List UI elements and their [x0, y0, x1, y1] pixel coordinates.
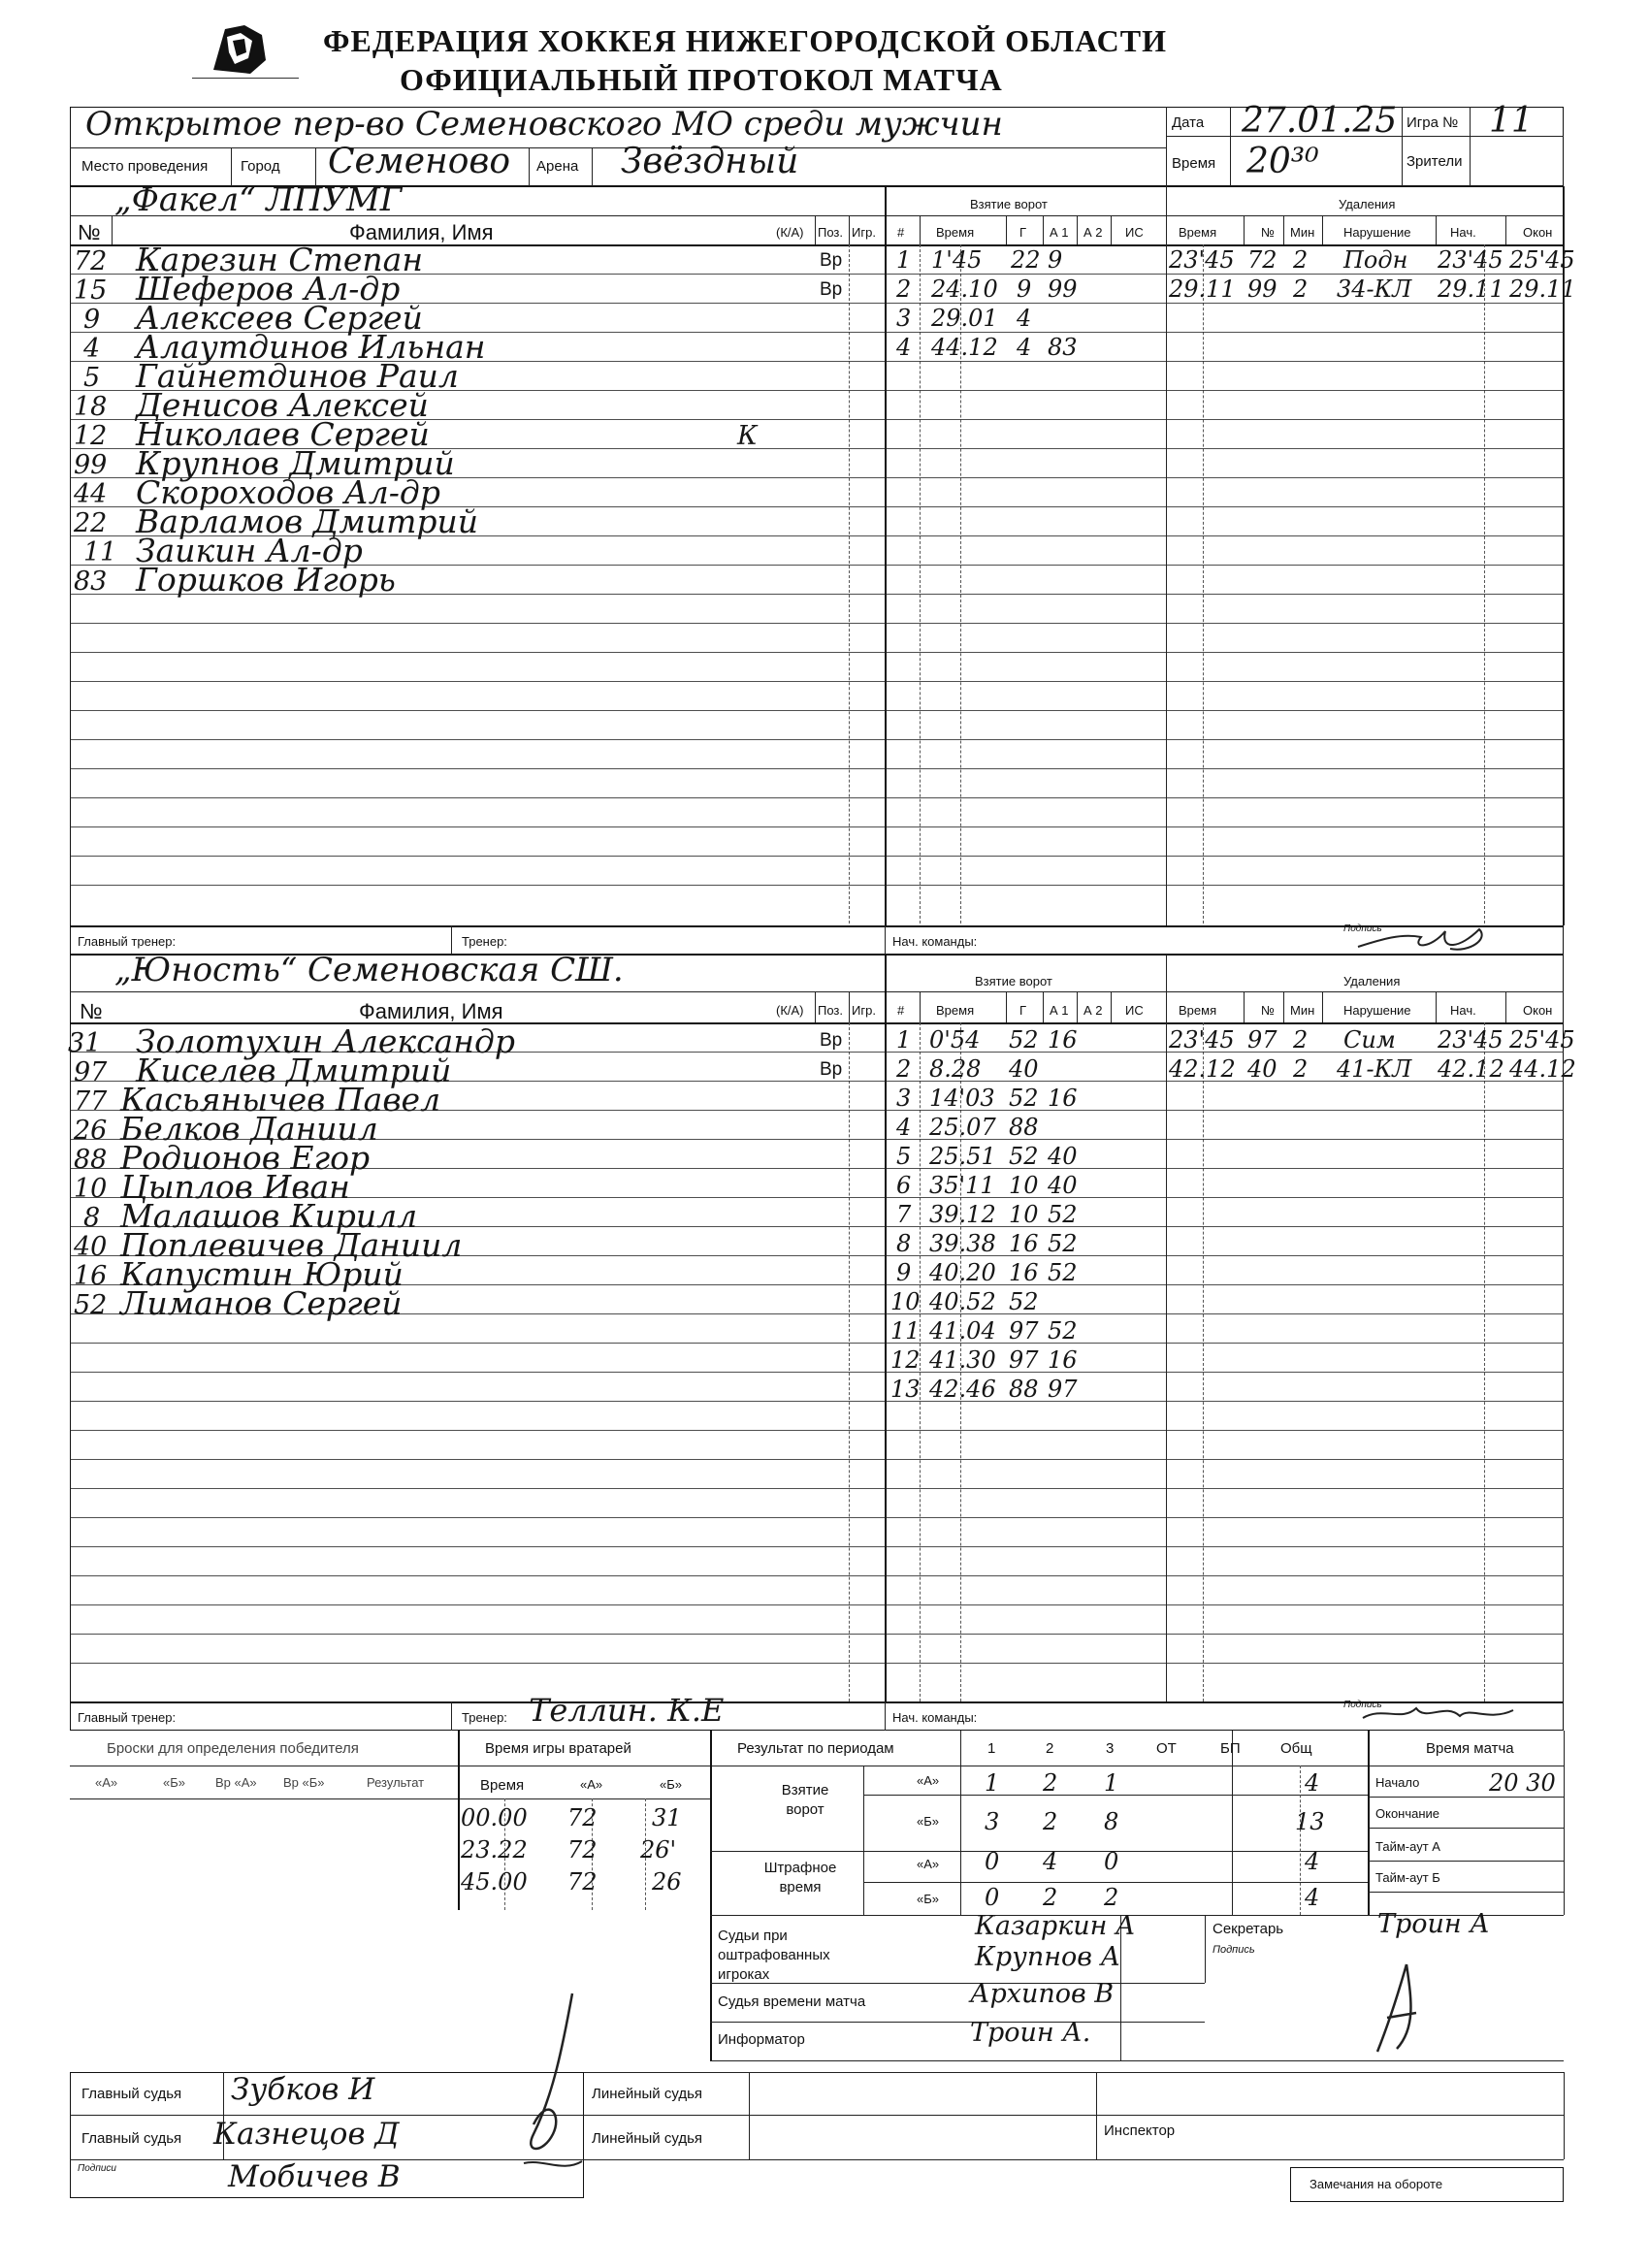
- cell-text: 4: [1305, 1884, 1320, 1911]
- period-ot-label: ОТ: [1156, 1740, 1177, 1757]
- col-name-b: Фамилия, Имя: [359, 999, 503, 1023]
- cell-text: 1'45: [931, 246, 983, 274]
- col-goal-a2-b: А 2: [1083, 1003, 1103, 1018]
- cell-text: 0: [985, 1884, 1000, 1911]
- linesman-2-label: Линейный судья: [592, 2130, 703, 2147]
- cell-text: Вр: [820, 250, 843, 271]
- cell-text: Касьянычев Павел: [120, 1081, 441, 1118]
- end-label: Окончание: [1375, 1806, 1440, 1821]
- cell-text: 9: [83, 305, 101, 335]
- signatures-label: Подписи: [78, 2163, 116, 2174]
- cell-text: Белков Даниил: [120, 1110, 378, 1148]
- referee-1-name: Зубков И: [231, 2072, 375, 2107]
- timeout-b-label: Тайм-аут Б: [1375, 1870, 1440, 1885]
- match-start: 20 30: [1489, 1769, 1556, 1797]
- game-number: 11: [1489, 101, 1534, 141]
- cell-text: 0'54: [929, 1026, 981, 1053]
- cell-text: 42.12: [1438, 1055, 1504, 1083]
- referee-signature-icon: [504, 1989, 592, 2183]
- col-pen-time-a: Время: [1179, 225, 1217, 240]
- cell-text: 34-КЛ: [1337, 275, 1412, 303]
- col-games-a: Игр.: [852, 225, 876, 240]
- cell-text: 3: [896, 305, 912, 332]
- cell-text: 40.20: [929, 1259, 996, 1286]
- cell-text: 0: [985, 1848, 1000, 1875]
- signature-name: Мобичев В: [228, 2159, 401, 2194]
- cell-text: 26': [640, 1836, 677, 1863]
- coach-label-a: Тренер:: [462, 934, 507, 949]
- col-games-b: Игр.: [852, 1003, 876, 1018]
- timeout-a-label: Тайм-аут А: [1375, 1839, 1440, 1854]
- referee-2-name: Казнецов Д: [213, 2117, 400, 2152]
- cell-text: 77: [74, 1086, 108, 1117]
- secretary-signature-icon: [1368, 1960, 1436, 2057]
- team-b-signature-icon: [1358, 1693, 1523, 1732]
- goalies-title: Время игры вратарей: [485, 1740, 631, 1757]
- linesman-1-label: Линейный судья: [592, 2086, 703, 2102]
- federation-logo-icon: [206, 21, 274, 78]
- cell-text: 9: [1017, 275, 1032, 303]
- cell-text: 42.12: [1169, 1055, 1236, 1083]
- cell-text: 2: [1293, 1026, 1309, 1053]
- cell-text: 2: [1043, 1884, 1058, 1911]
- col-goal-time-b: Время: [936, 1003, 975, 1018]
- col-goal-g-a: Г: [1019, 225, 1027, 240]
- cell-text: Заикин Ал-др: [136, 532, 363, 569]
- cell-text: 52: [1009, 1143, 1039, 1170]
- shootout-col-vr-a: Вр «А»: [215, 1775, 257, 1790]
- penbox-judge-1: Казаркин А: [975, 1911, 1136, 1941]
- arena: Звёздный: [621, 142, 799, 181]
- captain-label-a: Нач. команды:: [892, 934, 978, 949]
- city-label: Город: [241, 158, 280, 175]
- col-pen-time-b: Время: [1179, 1003, 1217, 1018]
- col-ka-a: (К/А): [776, 225, 804, 240]
- team-b-coach: Теллин. К.Е: [529, 1692, 725, 1729]
- date-label: Дата: [1172, 114, 1205, 131]
- penbox-judge-2: Крупнов А: [975, 1942, 1121, 1972]
- periods-pen-team-b-label: «Б»: [917, 1892, 939, 1906]
- cell-text: 12: [890, 1346, 921, 1374]
- cell-text: 25'45: [1509, 1026, 1575, 1053]
- cell-text: 10: [890, 1288, 921, 1315]
- start-label: Начало: [1375, 1775, 1420, 1790]
- cell-text: 88: [1009, 1376, 1039, 1403]
- cell-text: 10: [1009, 1172, 1039, 1199]
- cell-text: Капустин Юрий: [120, 1255, 404, 1293]
- cell-text: 40: [1048, 1143, 1078, 1170]
- col-ka-b: (К/А): [776, 1003, 804, 1018]
- goalies-col-a: «А»: [580, 1777, 603, 1792]
- cell-text: Сим: [1343, 1026, 1396, 1053]
- period-2-label: 2: [1046, 1740, 1054, 1757]
- cell-text: 52: [1048, 1259, 1078, 1286]
- cell-text: 44.12: [931, 334, 998, 361]
- cell-text: 88: [74, 1145, 108, 1175]
- col-pos-a: Поз.: [818, 225, 843, 240]
- cell-text: 4: [1017, 334, 1032, 361]
- timekeeper-name: Архипов В: [970, 1979, 1115, 2009]
- cell-text: Денисов Алексей: [136, 386, 429, 424]
- cell-text: 11: [83, 537, 117, 567]
- cell-text: Вр: [820, 1030, 843, 1051]
- cell-text: 2: [1043, 1769, 1058, 1797]
- cell-text: 97: [74, 1057, 108, 1087]
- cell-text: 8: [1104, 1808, 1119, 1835]
- cell-text: 2: [1293, 1055, 1309, 1083]
- cell-text: Скороходов Ал-др: [136, 473, 440, 511]
- cell-text: Золотухин Александр: [136, 1022, 516, 1060]
- team-b-name: „Юность“ Семеновская СШ.: [114, 951, 624, 989]
- cell-text: 16: [1048, 1026, 1078, 1053]
- cell-text: 5: [83, 363, 101, 393]
- cell-text: 6: [896, 1172, 912, 1199]
- team-a-signature-icon: [1353, 920, 1499, 958]
- cell-text: 2: [1104, 1884, 1119, 1911]
- secretary-sign-label: Подпись: [1212, 1944, 1255, 1956]
- cell-text: 72: [567, 1868, 598, 1895]
- cell-text: 1: [1104, 1769, 1119, 1797]
- spectators-label: Зрители: [1406, 153, 1463, 170]
- cell-text: 16: [1048, 1346, 1078, 1374]
- period-total-label: Общ: [1280, 1740, 1312, 1757]
- cell-text: 10: [1009, 1201, 1039, 1228]
- match-date: 27.01.25: [1242, 101, 1398, 141]
- col-pen-viol-a: Нарушение: [1343, 225, 1411, 240]
- timekeeper-label: Судья времени матча: [718, 1993, 866, 2010]
- cell-text: 40: [74, 1232, 108, 1262]
- venue-label: Место проведения: [81, 158, 209, 175]
- cell-text: 9: [1048, 246, 1063, 274]
- captain-label-b: Нач. команды:: [892, 1710, 978, 1725]
- col-goal-time-a: Время: [936, 225, 975, 240]
- cell-text: 41-КЛ: [1337, 1055, 1412, 1083]
- cell-text: 25'45: [1509, 246, 1575, 274]
- cell-text: 2: [1293, 275, 1309, 303]
- cell-text: 0: [1104, 1848, 1119, 1875]
- cell-text: Карезин Степан: [136, 241, 424, 278]
- cell-text: 99: [1247, 275, 1277, 303]
- cell-text: 1: [896, 246, 912, 274]
- cell-text: 4: [1043, 1848, 1058, 1875]
- cell-text: Николаев Сергей: [136, 415, 430, 453]
- col-goal-a1-a: А 1: [1050, 225, 1069, 240]
- cell-text: 41.04: [929, 1317, 996, 1345]
- cell-text: 44: [74, 479, 108, 509]
- cell-text: 23'45: [1438, 1026, 1504, 1053]
- col-goal-a2-a: А 2: [1083, 225, 1103, 240]
- cell-text: 11: [890, 1317, 921, 1345]
- cell-text: Вр: [820, 279, 843, 300]
- federation-title: ФЕДЕРАЦИЯ ХОККЕЯ НИЖЕГОРОДСКОЙ ОБЛАСТИ: [323, 23, 1168, 58]
- captain-mark: К: [737, 421, 758, 451]
- cell-text: 16: [74, 1261, 108, 1291]
- cell-text: 10: [74, 1174, 108, 1204]
- cell-text: 45.00: [461, 1868, 528, 1895]
- cell-text: 25.51: [929, 1143, 996, 1170]
- cell-text: 31: [652, 1804, 682, 1831]
- cell-text: 52: [1009, 1026, 1039, 1053]
- cell-text: Малашов Кирилл: [120, 1197, 418, 1235]
- cell-text: 2: [1043, 1808, 1058, 1835]
- cell-text: Лиманов Сергей: [120, 1284, 403, 1322]
- col-pen-no-a: №: [1261, 225, 1275, 240]
- cell-text: Крупнов Дмитрий: [136, 444, 455, 482]
- cell-text: Алексеев Сергей: [136, 299, 423, 337]
- cell-text: 18: [74, 392, 108, 422]
- cell-text: 97: [1009, 1346, 1039, 1374]
- cell-text: 40: [1048, 1172, 1078, 1199]
- referee-2-label: Главный судья: [81, 2130, 182, 2147]
- shootout-col-a: «А»: [95, 1775, 118, 1790]
- cell-text: Варламов Дмитрий: [136, 502, 479, 540]
- cell-text: 23'45: [1438, 246, 1504, 274]
- goalies-time-label: Время: [480, 1777, 525, 1794]
- cell-text: 31: [68, 1028, 102, 1058]
- col-goal-num-b: #: [897, 1003, 905, 1018]
- cell-text: 16: [1009, 1259, 1039, 1286]
- cell-text: 39.12: [929, 1201, 996, 1228]
- cell-text: 88: [1009, 1114, 1039, 1141]
- cell-text: 26: [74, 1116, 108, 1146]
- period-1-label: 1: [987, 1740, 996, 1757]
- cell-text: 39.38: [929, 1230, 996, 1257]
- tournament-name: Открытое пер-во Семеновского МО среди мужчин: [85, 105, 1003, 144]
- cell-text: 25.07: [929, 1114, 996, 1141]
- cell-text: 2: [896, 275, 912, 303]
- shootout-title: Броски для определения победителя: [107, 1740, 359, 1757]
- secretary-name: Троин А: [1377, 1909, 1490, 1939]
- cell-text: 22: [74, 508, 108, 538]
- protocol-title: ОФИЦИАЛЬНЫЙ ПРОТОКОЛ МАТЧА: [400, 62, 1003, 97]
- cell-text: 99: [1048, 275, 1078, 303]
- cell-text: 97: [1247, 1026, 1277, 1053]
- cell-text: 52: [1009, 1288, 1039, 1315]
- cell-text: 29.11: [1509, 275, 1576, 303]
- cell-text: Шеферов Ал-др: [136, 270, 401, 308]
- cell-text: 97: [1009, 1317, 1039, 1345]
- cell-text: 29.01: [931, 305, 998, 332]
- inspector-label: Инспектор: [1104, 2122, 1176, 2139]
- col-pen-start-a: Нач.: [1450, 225, 1476, 240]
- shootout-col-vr-b: Вр «Б»: [283, 1775, 325, 1790]
- penalty-row-label: Штрафное время: [763, 1860, 837, 1895]
- cell-text: 72: [1247, 246, 1277, 274]
- cell-text: Киселев Дмитрий: [136, 1052, 452, 1089]
- logo-caption: [192, 78, 299, 88]
- goals-title-a: Взятие ворот: [970, 197, 1048, 211]
- team-a-name: „Факел“ ЛПУМГ: [114, 180, 403, 219]
- cell-text: 7: [896, 1201, 912, 1228]
- col-pen-min-a: Мин: [1290, 225, 1315, 240]
- cell-text: 8.28: [929, 1055, 982, 1083]
- cell-text: 4: [83, 334, 101, 364]
- col-goal-is-a: ИС: [1125, 225, 1144, 240]
- periods-pen-team-a-label: «А»: [917, 1857, 940, 1871]
- notes-label: Замечания на обороте: [1310, 2177, 1443, 2191]
- cell-text: 99: [74, 450, 108, 480]
- cell-text: 2: [1293, 246, 1309, 274]
- cell-text: 52: [1048, 1317, 1078, 1345]
- cell-text: 8: [896, 1230, 912, 1257]
- head-coach-label-b: Главный тренер:: [78, 1710, 177, 1725]
- cell-text: 44.12: [1509, 1055, 1576, 1083]
- cell-text: 3: [896, 1085, 912, 1112]
- cell-text: 9: [896, 1259, 912, 1286]
- period-3-label: 3: [1106, 1740, 1115, 1757]
- cell-text: 29.11: [1438, 275, 1504, 303]
- cell-text: 16: [1048, 1085, 1078, 1112]
- shootout-col-result: Результат: [367, 1775, 425, 1790]
- cell-text: 42.46: [929, 1376, 996, 1403]
- periods-title: Результат по периодам: [737, 1740, 894, 1757]
- cell-text: 8: [83, 1203, 101, 1233]
- cell-text: 3: [985, 1808, 1000, 1835]
- cell-text: 52: [1009, 1085, 1039, 1112]
- coach-label-b: Тренер:: [462, 1710, 507, 1725]
- cell-text: 23.22: [461, 1836, 528, 1863]
- cell-text: Алаутдинов Ильнан: [136, 328, 486, 366]
- cell-text: 23'45: [1169, 1026, 1235, 1053]
- cell-text: 4: [1305, 1848, 1320, 1875]
- cell-text: 16: [1009, 1230, 1039, 1257]
- match-time-title: Время матча: [1426, 1740, 1514, 1757]
- cell-text: 1: [896, 1026, 912, 1053]
- cell-text: Горшков Игорь: [136, 561, 396, 599]
- shootout-col-b: «Б»: [163, 1775, 185, 1790]
- cell-text: 41.30: [929, 1346, 996, 1374]
- col-pen-viol-b: Нарушение: [1343, 1003, 1411, 1018]
- col-pen-start-b: Нач.: [1450, 1003, 1476, 1018]
- col-pen-no-b: №: [1261, 1003, 1275, 1018]
- periods-team-b-label: «Б»: [917, 1814, 939, 1829]
- cell-text: Родионов Егор: [120, 1139, 371, 1177]
- cell-text: 35'11: [929, 1172, 995, 1199]
- cell-text: 52: [1048, 1230, 1078, 1257]
- col-goal-is-b: ИС: [1125, 1003, 1144, 1018]
- sign-label-a: Подпись: [1343, 923, 1382, 934]
- informer-label: Информатор: [718, 2031, 805, 2048]
- cell-text: 4: [1017, 305, 1032, 332]
- cell-text: 52: [74, 1290, 108, 1320]
- cell-text: 4: [896, 334, 912, 361]
- cell-text: 72: [74, 246, 108, 276]
- penbox-judges-label: Судьи при оштрафованных игроках: [718, 1928, 830, 1983]
- cell-text: 22: [1011, 246, 1041, 274]
- referee-1-label: Главный судья: [81, 2086, 182, 2102]
- period-bp-label: БП: [1220, 1740, 1241, 1757]
- col-no-a: №: [78, 220, 101, 244]
- cell-text: Вр: [820, 1059, 843, 1080]
- goalies-col-b: «Б»: [660, 1777, 682, 1792]
- cell-text: 15: [74, 275, 108, 306]
- secretary-label: Секретарь: [1212, 1921, 1284, 1937]
- col-no-b: №: [80, 999, 103, 1023]
- match-start-time: 20³⁰: [1246, 142, 1319, 181]
- cell-text: 40.52: [929, 1288, 996, 1315]
- col-goal-num-a: #: [897, 225, 905, 240]
- cell-text: 14'03: [929, 1085, 995, 1112]
- cell-text: 4: [896, 1114, 912, 1141]
- cell-text: 40: [1009, 1055, 1039, 1083]
- cell-text: Поплевичев Даниил: [120, 1226, 463, 1264]
- cell-text: 23'45: [1169, 246, 1235, 274]
- goals-title-b: Взятие ворот: [975, 974, 1052, 988]
- game-number-label: Игра №: [1406, 114, 1459, 131]
- head-coach-label-a: Главный тренер:: [78, 934, 177, 949]
- cell-text: 1: [985, 1769, 1000, 1797]
- arena-label: Арена: [536, 158, 579, 175]
- cell-text: Подн: [1343, 246, 1408, 274]
- goals-row-label: Взятие ворот: [781, 1782, 829, 1818]
- cell-text: 72: [567, 1804, 598, 1831]
- cell-text: 97: [1048, 1376, 1078, 1403]
- cell-text: 72: [567, 1836, 598, 1863]
- cell-text: 26: [652, 1868, 682, 1895]
- periods-team-a-label: «А»: [917, 1773, 940, 1788]
- cell-text: 52: [1048, 1201, 1078, 1228]
- cell-text: 5: [896, 1143, 912, 1170]
- col-pen-min-b: Мин: [1290, 1003, 1315, 1018]
- cell-text: 2: [896, 1055, 912, 1083]
- col-name-a: Фамилия, Имя: [349, 220, 494, 244]
- time-label: Время: [1172, 155, 1216, 172]
- cell-text: 13: [890, 1376, 921, 1403]
- cell-text: Цыплов Иван: [120, 1168, 350, 1206]
- cell-text: 13: [1295, 1808, 1325, 1835]
- penalties-title-b: Удаления: [1343, 974, 1401, 988]
- cell-text: 83: [74, 567, 108, 597]
- cell-text: 24.10: [931, 275, 998, 303]
- col-goal-a1-b: А 1: [1050, 1003, 1069, 1018]
- col-pos-b: Поз.: [818, 1003, 843, 1018]
- sign-label-b: Подпись: [1343, 1700, 1382, 1710]
- col-pen-end-a: Окон: [1523, 225, 1553, 240]
- cell-text: 29.11: [1169, 275, 1236, 303]
- penalties-title-a: Удаления: [1339, 197, 1396, 211]
- informer-name: Троин А.: [970, 2018, 1091, 2048]
- cell-text: Гайнетдинов Раил: [136, 357, 459, 395]
- city: Семеново: [328, 142, 511, 181]
- col-pen-end-b: Окон: [1523, 1003, 1553, 1018]
- cell-text: 00.00: [461, 1804, 528, 1831]
- cell-text: 40: [1247, 1055, 1277, 1083]
- cell-text: 4: [1305, 1769, 1320, 1797]
- col-goal-g-b: Г: [1019, 1003, 1027, 1018]
- cell-text: 12: [74, 421, 108, 451]
- cell-text: 83: [1048, 334, 1078, 361]
